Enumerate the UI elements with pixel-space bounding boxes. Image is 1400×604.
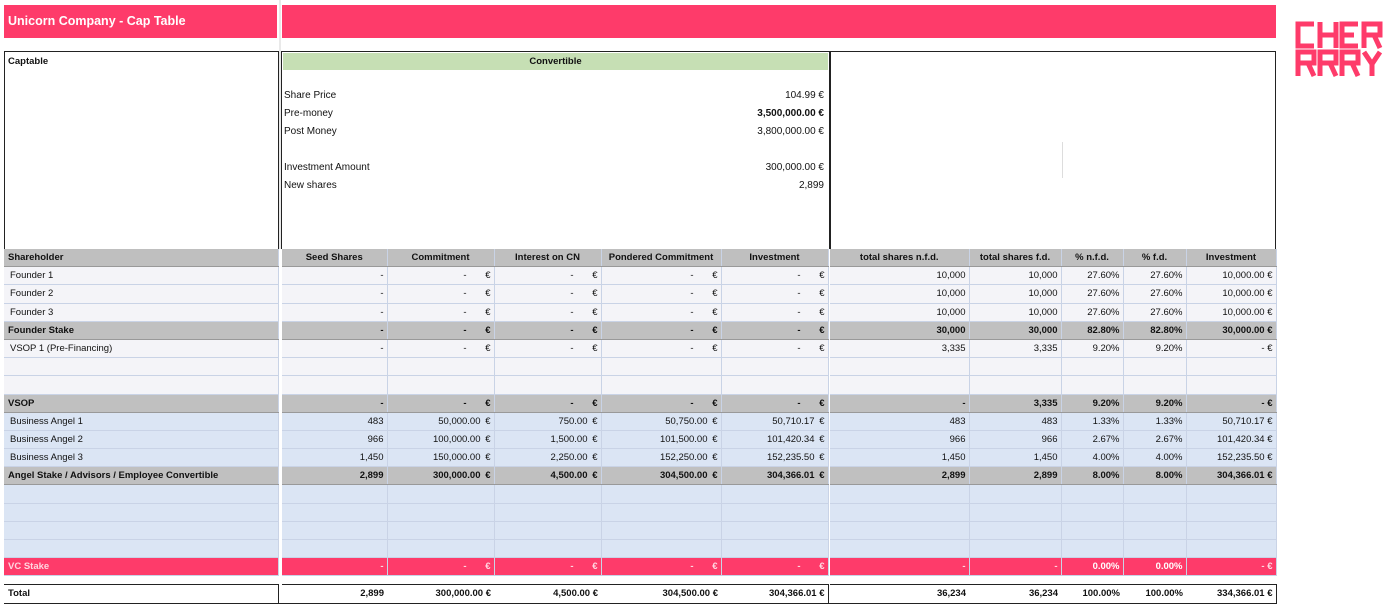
- value-cell[interactable]: [494, 503, 601, 521]
- value-cell[interactable]: [494, 521, 601, 539]
- value-cell[interactable]: 10,000.00 €: [1186, 285, 1276, 303]
- value-cell[interactable]: [1061, 540, 1123, 558]
- value-cell[interactable]: 2.67%: [1123, 430, 1186, 448]
- table-row: [4, 358, 1276, 376]
- value-cell[interactable]: [969, 540, 1061, 558]
- value-cell[interactable]: 1,450: [282, 449, 387, 467]
- value-cell[interactable]: - €: [494, 558, 601, 576]
- value-cell[interactable]: 100.00%: [1123, 585, 1186, 603]
- value-cell[interactable]: [1123, 376, 1186, 394]
- value-cell[interactable]: [387, 540, 494, 558]
- table-row: [4, 285, 1276, 303]
- value-cell[interactable]: 152,250.00 €: [601, 449, 721, 467]
- value-cell[interactable]: [601, 540, 721, 558]
- value-cell[interactable]: 100.00%: [1061, 585, 1123, 603]
- value-cell[interactable]: [969, 485, 1061, 503]
- value-cell[interactable]: - €: [721, 339, 828, 357]
- value-cell[interactable]: 30,000.00 €: [1186, 321, 1276, 339]
- table-row: [4, 576, 1276, 585]
- value-cell[interactable]: 483: [969, 412, 1061, 430]
- value-cell[interactable]: 8.00%: [1123, 467, 1186, 485]
- value-cell[interactable]: [601, 376, 721, 394]
- column-header: Commitment: [387, 249, 494, 267]
- value-cell[interactable]: - €: [1186, 394, 1276, 412]
- value-cell[interactable]: [387, 485, 494, 503]
- table-header-row: [4, 249, 1276, 267]
- value-cell[interactable]: 4.00%: [1123, 449, 1186, 467]
- value-cell[interactable]: 10,000: [969, 267, 1061, 285]
- value-cell[interactable]: [969, 358, 1061, 376]
- value-cell[interactable]: 750.00 €: [494, 412, 601, 430]
- convertible-label: Share Price: [284, 90, 337, 101]
- value-cell[interactable]: 101,500.00 €: [601, 430, 721, 448]
- value-cell[interactable]: [387, 576, 494, 585]
- value-cell[interactable]: - €: [387, 303, 494, 321]
- value-cell[interactable]: 152,235.50 €: [1186, 449, 1276, 467]
- value-cell[interactable]: [1061, 376, 1123, 394]
- value-cell[interactable]: - €: [1186, 558, 1276, 576]
- value-cell[interactable]: [830, 503, 969, 521]
- value-cell[interactable]: -: [282, 285, 387, 303]
- value-cell[interactable]: [387, 376, 494, 394]
- value-cell[interactable]: [721, 358, 828, 376]
- value-cell[interactable]: [1123, 503, 1186, 521]
- shareholder-cell[interactable]: VSOP: [4, 394, 278, 412]
- value-cell[interactable]: [830, 521, 969, 539]
- value-cell[interactable]: 1.33%: [1061, 412, 1123, 430]
- value-cell[interactable]: [1123, 485, 1186, 503]
- value-cell[interactable]: 2.67%: [1061, 430, 1123, 448]
- table-row: [4, 503, 1276, 521]
- value-cell[interactable]: - €: [494, 285, 601, 303]
- value-cell[interactable]: 300,000.00 €: [387, 585, 494, 603]
- value-cell[interactable]: [969, 503, 1061, 521]
- table-row: [4, 521, 1276, 539]
- value-cell[interactable]: [1061, 485, 1123, 503]
- value-cell[interactable]: [1123, 358, 1186, 376]
- value-cell[interactable]: 0.00%: [1123, 558, 1186, 576]
- value-cell[interactable]: 50,710.17 €: [1186, 412, 1276, 430]
- value-cell[interactable]: - €: [387, 558, 494, 576]
- value-cell[interactable]: 10,000: [830, 285, 969, 303]
- value-cell[interactable]: 27.60%: [1123, 303, 1186, 321]
- value-cell[interactable]: 27.60%: [1123, 285, 1186, 303]
- value-cell[interactable]: [282, 376, 387, 394]
- shareholder-cell[interactable]: Founder 2: [4, 285, 278, 303]
- value-cell[interactable]: 101,420.34 €: [721, 430, 828, 448]
- convertible-value[interactable]: 2,899: [798, 180, 824, 191]
- value-cell[interactable]: - €: [601, 321, 721, 339]
- value-cell[interactable]: - €: [494, 303, 601, 321]
- value-cell[interactable]: 1,450: [830, 449, 969, 467]
- value-cell[interactable]: 2,899: [969, 467, 1061, 485]
- value-cell[interactable]: 304,366.01 €: [721, 585, 828, 603]
- table-row: [4, 376, 1276, 394]
- table-row: [4, 267, 1276, 285]
- value-cell[interactable]: - €: [387, 285, 494, 303]
- value-cell[interactable]: -: [282, 394, 387, 412]
- value-cell[interactable]: [721, 576, 828, 585]
- value-cell[interactable]: [721, 521, 828, 539]
- value-cell[interactable]: -: [830, 558, 969, 576]
- value-cell[interactable]: 9.20%: [1123, 394, 1186, 412]
- value-cell[interactable]: [830, 485, 969, 503]
- value-cell[interactable]: 30,000: [830, 321, 969, 339]
- value-cell[interactable]: [282, 540, 387, 558]
- value-cell[interactable]: 10,000.00 €: [1186, 303, 1276, 321]
- value-cell[interactable]: 10,000.00 €: [1186, 267, 1276, 285]
- value-cell[interactable]: - €: [721, 394, 828, 412]
- value-cell[interactable]: [969, 521, 1061, 539]
- value-cell[interactable]: 27.60%: [1061, 285, 1123, 303]
- convertible-value[interactable]: 300,000.00 €: [765, 162, 824, 173]
- value-cell[interactable]: [1186, 576, 1276, 585]
- value-cell[interactable]: -: [282, 267, 387, 285]
- value-cell[interactable]: - €: [601, 285, 721, 303]
- shareholder-cell[interactable]: Business Angel 3: [4, 449, 278, 467]
- sheet-title: Unicorn Company - Cap Table: [8, 14, 186, 28]
- value-cell[interactable]: - €: [601, 303, 721, 321]
- value-cell[interactable]: 966: [282, 430, 387, 448]
- shareholder-cell[interactable]: [4, 540, 278, 558]
- value-cell[interactable]: 36,234: [830, 585, 969, 603]
- shareholder-cell[interactable]: [4, 503, 278, 521]
- convertible-header: Convertible: [283, 53, 828, 70]
- value-cell[interactable]: - €: [387, 321, 494, 339]
- value-cell[interactable]: - €: [721, 321, 828, 339]
- column-header: % f.d.: [1123, 249, 1186, 267]
- value-cell[interactable]: [494, 376, 601, 394]
- value-cell[interactable]: [721, 485, 828, 503]
- value-cell[interactable]: [1123, 576, 1186, 585]
- value-cell[interactable]: 150,000.00 €: [387, 449, 494, 467]
- shareholder-cell[interactable]: VC Stake: [4, 558, 278, 576]
- captable-panel: [4, 51, 279, 251]
- captable-label: Captable: [8, 56, 49, 67]
- column-header: % n.f.d.: [1061, 249, 1123, 267]
- value-cell[interactable]: [387, 503, 494, 521]
- table-row: [4, 558, 1276, 576]
- title-bar-extension: [282, 5, 1276, 38]
- value-cell[interactable]: 10,000: [969, 285, 1061, 303]
- value-cell[interactable]: [282, 503, 387, 521]
- value-cell[interactable]: 50,750.00 €: [601, 412, 721, 430]
- right-panel: [830, 51, 1276, 251]
- value-cell[interactable]: 1,450: [969, 449, 1061, 467]
- value-cell[interactable]: 27.60%: [1061, 303, 1123, 321]
- value-cell[interactable]: -: [830, 394, 969, 412]
- value-cell[interactable]: 27.60%: [1123, 267, 1186, 285]
- convertible-label: New shares: [284, 180, 337, 191]
- column-header: Shareholder: [4, 249, 278, 267]
- value-cell[interactable]: [601, 358, 721, 376]
- value-cell[interactable]: - €: [387, 394, 494, 412]
- shareholder-cell[interactable]: Business Angel 1: [4, 412, 278, 430]
- value-cell[interactable]: - €: [494, 394, 601, 412]
- convertible-panel: [281, 51, 830, 251]
- value-cell[interactable]: 1.33%: [1123, 412, 1186, 430]
- value-cell[interactable]: [721, 540, 828, 558]
- value-cell[interactable]: - €: [601, 267, 721, 285]
- value-cell[interactable]: [282, 485, 387, 503]
- value-cell[interactable]: 10,000: [969, 303, 1061, 321]
- column-header: Seed Shares: [282, 249, 387, 267]
- value-cell[interactable]: 2,899: [282, 467, 387, 485]
- value-cell[interactable]: [1186, 540, 1276, 558]
- value-cell[interactable]: [1186, 376, 1276, 394]
- shareholder-cell[interactable]: Total: [4, 585, 278, 603]
- convertible-value[interactable]: 104.99 €: [785, 90, 824, 101]
- value-cell[interactable]: [1061, 503, 1123, 521]
- value-cell[interactable]: 966: [969, 430, 1061, 448]
- value-cell[interactable]: - €: [387, 339, 494, 357]
- value-cell[interactable]: 9.20%: [1123, 339, 1186, 357]
- shareholder-cell[interactable]: [4, 376, 278, 394]
- table-row: [4, 339, 1276, 357]
- value-cell[interactable]: [494, 576, 601, 585]
- value-cell[interactable]: [387, 521, 494, 539]
- value-cell[interactable]: [830, 358, 969, 376]
- value-cell[interactable]: 82.80%: [1061, 321, 1123, 339]
- value-cell[interactable]: [1186, 503, 1276, 521]
- shareholder-cell[interactable]: Founder 3: [4, 303, 278, 321]
- convertible-value[interactable]: 3,800,000.00 €: [757, 126, 824, 137]
- table-row: [4, 485, 1276, 503]
- value-cell[interactable]: [1123, 521, 1186, 539]
- value-cell[interactable]: [721, 376, 828, 394]
- value-cell[interactable]: 100,000.00 €: [387, 430, 494, 448]
- shareholder-cell[interactable]: Founder 1: [4, 267, 278, 285]
- value-cell[interactable]: - €: [601, 394, 721, 412]
- value-cell[interactable]: [601, 503, 721, 521]
- value-cell[interactable]: 4,500.00 €: [494, 467, 601, 485]
- table-row: [4, 449, 1276, 467]
- value-cell[interactable]: -: [282, 303, 387, 321]
- table-row: [4, 394, 1276, 412]
- column-header: Investment: [1186, 249, 1276, 267]
- value-cell[interactable]: [969, 376, 1061, 394]
- shareholder-cell[interactable]: [4, 485, 278, 503]
- shareholder-cell[interactable]: [4, 576, 278, 585]
- value-cell[interactable]: 1,500.00 €: [494, 430, 601, 448]
- value-cell[interactable]: [1061, 521, 1123, 539]
- value-cell[interactable]: [601, 576, 721, 585]
- cherry-logo: [1294, 20, 1394, 78]
- value-cell[interactable]: 334,366.01 €: [1186, 585, 1276, 603]
- value-cell[interactable]: -: [282, 558, 387, 576]
- value-cell[interactable]: 2,899: [830, 467, 969, 485]
- value-cell[interactable]: [494, 358, 601, 376]
- value-cell[interactable]: 483: [282, 412, 387, 430]
- table-row: [4, 303, 1276, 321]
- column-header: total shares n.f.d.: [830, 249, 969, 267]
- column-header: Interest on CN: [494, 249, 601, 267]
- value-cell[interactable]: 8.00%: [1061, 467, 1123, 485]
- value-cell[interactable]: - €: [721, 303, 828, 321]
- column-header: total shares f.d.: [969, 249, 1061, 267]
- value-cell[interactable]: [1186, 358, 1276, 376]
- value-cell[interactable]: 304,366.01 €: [721, 467, 828, 485]
- value-cell[interactable]: [282, 521, 387, 539]
- value-cell[interactable]: [494, 540, 601, 558]
- table-row: [4, 540, 1276, 558]
- shareholder-cell[interactable]: [4, 521, 278, 539]
- value-cell[interactable]: 3,335: [830, 339, 969, 357]
- table-row: [4, 412, 1276, 430]
- value-cell[interactable]: 9.20%: [1061, 394, 1123, 412]
- value-cell[interactable]: [601, 485, 721, 503]
- value-cell[interactable]: -: [282, 321, 387, 339]
- value-cell[interactable]: [1061, 358, 1123, 376]
- value-cell[interactable]: 300,000.00 €: [387, 467, 494, 485]
- value-cell[interactable]: 50,000.00 €: [387, 412, 494, 430]
- value-cell[interactable]: -: [282, 339, 387, 357]
- value-cell[interactable]: - €: [1186, 339, 1276, 357]
- value-cell[interactable]: 966: [830, 430, 969, 448]
- value-cell[interactable]: 82.80%: [1123, 321, 1186, 339]
- shareholder-cell[interactable]: Founder Stake: [4, 321, 278, 339]
- value-cell[interactable]: [830, 576, 969, 585]
- value-cell[interactable]: [830, 376, 969, 394]
- value-cell[interactable]: - €: [494, 321, 601, 339]
- value-cell[interactable]: - €: [601, 339, 721, 357]
- value-cell[interactable]: 10,000: [830, 267, 969, 285]
- shareholder-cell[interactable]: VSOP 1 (Pre-Financing): [4, 339, 278, 357]
- value-cell[interactable]: [282, 358, 387, 376]
- value-cell[interactable]: 101,420.34 €: [1186, 430, 1276, 448]
- column-header: Investment: [721, 249, 828, 267]
- value-cell[interactable]: - €: [721, 558, 828, 576]
- cap-table: [4, 249, 1277, 604]
- value-cell[interactable]: [969, 576, 1061, 585]
- convertible-label: Post Money: [284, 126, 337, 137]
- value-cell[interactable]: 9.20%: [1061, 339, 1123, 357]
- value-cell[interactable]: - €: [387, 267, 494, 285]
- table-row: [4, 321, 1276, 339]
- value-cell[interactable]: 36,234: [969, 585, 1061, 603]
- value-cell[interactable]: [830, 540, 969, 558]
- shareholder-cell[interactable]: Angel Stake / Advisors / Employee Convertible: [4, 467, 278, 485]
- convertible-label: Investment Amount: [284, 162, 370, 173]
- value-cell[interactable]: 304,500.00 €: [601, 467, 721, 485]
- value-cell[interactable]: [1061, 576, 1123, 585]
- value-cell[interactable]: 3,335: [969, 339, 1061, 357]
- table-row: [4, 430, 1276, 448]
- value-cell[interactable]: [601, 521, 721, 539]
- value-cell[interactable]: 3,335: [969, 394, 1061, 412]
- value-cell[interactable]: 4.00%: [1061, 449, 1123, 467]
- value-cell[interactable]: 10,000: [830, 303, 969, 321]
- convertible-label: Pre-money: [284, 108, 333, 119]
- value-cell[interactable]: 483: [830, 412, 969, 430]
- value-cell[interactable]: [721, 503, 828, 521]
- convertible-value[interactable]: 3,500,000.00 €: [757, 108, 824, 119]
- value-cell[interactable]: 2,250.00 €: [494, 449, 601, 467]
- shareholder-cell[interactable]: [4, 358, 278, 376]
- table-row: [4, 467, 1276, 485]
- value-cell[interactable]: 304,500.00 €: [601, 585, 721, 603]
- value-cell[interactable]: 2,899: [282, 585, 387, 603]
- value-cell[interactable]: [1123, 540, 1186, 558]
- value-cell[interactable]: - €: [494, 267, 601, 285]
- shareholder-cell[interactable]: Business Angel 2: [4, 430, 278, 448]
- value-cell[interactable]: [282, 576, 387, 585]
- value-cell[interactable]: 0.00%: [1061, 558, 1123, 576]
- value-cell[interactable]: 50,710.17 €: [721, 412, 828, 430]
- value-cell[interactable]: [387, 358, 494, 376]
- value-cell[interactable]: - €: [721, 267, 828, 285]
- value-cell[interactable]: [1186, 521, 1276, 539]
- value-cell[interactable]: - €: [721, 285, 828, 303]
- value-cell[interactable]: 30,000: [969, 321, 1061, 339]
- column-header: Pondered Commitment: [601, 249, 721, 267]
- value-cell[interactable]: 4,500.00 €: [494, 585, 601, 603]
- value-cell[interactable]: - €: [494, 339, 601, 357]
- value-cell[interactable]: 304,366.01 €: [1186, 467, 1276, 485]
- value-cell[interactable]: 27.60%: [1061, 267, 1123, 285]
- value-cell[interactable]: [1186, 485, 1276, 503]
- value-cell[interactable]: - €: [601, 558, 721, 576]
- value-cell[interactable]: [494, 485, 601, 503]
- value-cell[interactable]: 152,235.50 €: [721, 449, 828, 467]
- cell-divider: [1062, 142, 1063, 178]
- value-cell[interactable]: -: [969, 558, 1061, 576]
